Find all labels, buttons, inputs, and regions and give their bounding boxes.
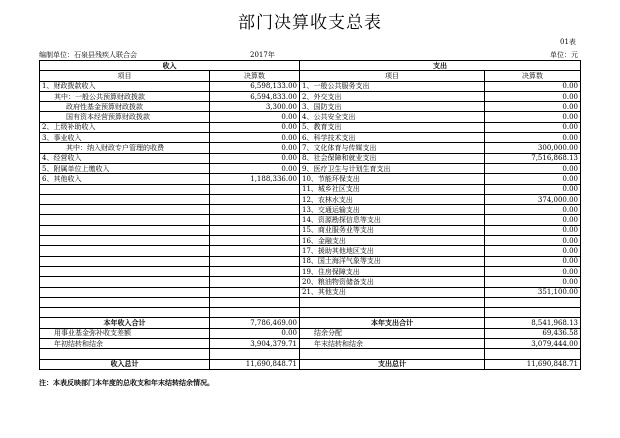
expense-item-value: 0.00 xyxy=(485,133,581,143)
table-row xyxy=(40,163,581,173)
expense-item-value: 0.00 xyxy=(485,256,581,266)
expense-item-label: 9、医疗卫生与计划生育支出 xyxy=(300,163,485,173)
expense-item-label: 6、科学技术支出 xyxy=(300,133,485,143)
expense-item-label: 13、交通运输支出 xyxy=(300,205,485,215)
table-row xyxy=(40,112,581,122)
income-item-label: 其中：一般公共预算财政拨款 xyxy=(40,91,210,101)
report-year: 2017年 xyxy=(250,51,275,59)
expense-item-label: 21、其他支出 xyxy=(300,287,485,297)
beginning-balance-value: 3,904,379.71 xyxy=(210,339,300,349)
table-row xyxy=(40,308,581,318)
table-row xyxy=(40,318,581,328)
table-row xyxy=(40,174,581,184)
expense-item-value: 0.00 xyxy=(485,112,581,122)
expense-item-label: 10、节能环保支出 xyxy=(300,174,485,184)
income-expense-table xyxy=(39,60,581,370)
expense-item-value: 0.00 xyxy=(485,174,581,184)
table-row xyxy=(40,236,581,246)
expense-item-label: 11、城乡社区支出 xyxy=(300,184,485,194)
expense-item-label: 3、国防支出 xyxy=(300,102,485,112)
table-row xyxy=(40,256,581,266)
expense-item-value: 0.00 xyxy=(485,236,581,246)
income-amount-header: 决算数 xyxy=(210,71,300,81)
income-item-value: 0.00 xyxy=(210,163,300,173)
expense-item-label: 5、教育支出 xyxy=(300,122,485,132)
expense-item-label: 16、金融支出 xyxy=(300,236,485,246)
income-item-header: 项目 xyxy=(40,71,210,81)
expense-item-value: 0.00 xyxy=(485,225,581,235)
surplus-allocation-label: 结余分配 xyxy=(300,328,485,338)
expense-item-value: 300,000.00 xyxy=(485,143,581,153)
income-item-label: 2、上级补助收入 xyxy=(40,122,210,132)
expense-item-label: 17、援助其他地区支出 xyxy=(300,246,485,256)
expense-item-value: 374,000.00 xyxy=(485,194,581,204)
table-row xyxy=(40,102,581,112)
income-item-label: 1、财政拨款收入 xyxy=(40,81,210,91)
income-item-value: 6,598,133.00 xyxy=(210,81,300,91)
expense-total-label: 本年支出合计 xyxy=(300,318,485,328)
beginning-balance-label: 年初结转和结余 xyxy=(40,339,210,349)
income-item-label: 国有资本经营预算财政拨款 xyxy=(40,112,210,122)
income-item-value: 0.00 xyxy=(210,153,300,163)
expense-item-value: 0.00 xyxy=(485,81,581,91)
expense-item-label: 7、文化体育与传媒支出 xyxy=(300,143,485,153)
income-section-header: 收入 xyxy=(40,61,300,71)
table-row xyxy=(40,194,581,204)
income-item-label: 3、事业收入 xyxy=(40,133,210,143)
grand-income-label: 收入总计 xyxy=(40,359,210,369)
expense-item-label: 18、国土海洋气象等支出 xyxy=(300,256,485,266)
surplus-allocation-value: 69,436.58 xyxy=(485,328,581,338)
income-item-label: 4、经营收入 xyxy=(40,153,210,163)
grand-expense-value: 11,690,848.71 xyxy=(485,359,581,369)
table-row xyxy=(40,277,581,287)
table-row xyxy=(40,328,581,338)
table-row xyxy=(40,133,581,143)
expense-item-value: 0.00 xyxy=(485,122,581,132)
expense-item-label: 2、外交支出 xyxy=(300,91,485,101)
table-row xyxy=(40,287,581,297)
column-header-row xyxy=(40,71,581,81)
currency-unit: 单位：元 xyxy=(550,51,578,59)
expense-item-header: 项目 xyxy=(300,71,485,81)
income-total-value: 7,786,469.00 xyxy=(210,318,300,328)
table-row xyxy=(40,143,581,153)
grand-expense-label: 支出总计 xyxy=(300,359,485,369)
expense-item-label: 19、住房保障支出 xyxy=(300,266,485,276)
expense-item-value: 351,100.00 xyxy=(485,287,581,297)
expense-total-value: 8,541,968.13 xyxy=(485,318,581,328)
table-row xyxy=(40,215,581,225)
income-item-value: 0.00 xyxy=(210,112,300,122)
table-note: 注：本表反映部门本年度的总收支和年末结转结余情况。 xyxy=(39,378,214,387)
ending-balance-label: 年末结转和结余 xyxy=(300,339,485,349)
table-row xyxy=(40,266,581,276)
table-row xyxy=(40,122,581,132)
table-row xyxy=(40,297,581,307)
fund-gap-label: 用事业基金弥补收支差额 xyxy=(40,328,210,338)
table-row xyxy=(40,225,581,235)
income-item-value: 0.00 xyxy=(210,133,300,143)
expense-section-header: 支出 xyxy=(300,61,581,71)
expense-item-label: 1、一般公共服务支出 xyxy=(300,81,485,91)
income-item-label: 政府性基金预算财政拨款 xyxy=(40,102,210,112)
income-item-value: 0.00 xyxy=(210,122,300,132)
expense-item-value: 7,516,868.13 xyxy=(485,153,581,163)
table-row xyxy=(40,359,581,369)
expense-item-value: 0.00 xyxy=(485,246,581,256)
table-row xyxy=(40,339,581,349)
fund-gap-value: 0.00 xyxy=(210,328,300,338)
income-item-value: 3,300.00 xyxy=(210,102,300,112)
section-header-row xyxy=(40,61,581,71)
expense-item-label: 14、资源勘探信息等支出 xyxy=(300,215,485,225)
table-row xyxy=(40,246,581,256)
expense-item-label: 12、农林水支出 xyxy=(300,194,485,204)
table-row xyxy=(40,205,581,215)
income-total-label: 本年收入合计 xyxy=(40,318,210,328)
reporting-unit: 编制单位：石泉县残疾人联合会 xyxy=(39,51,137,59)
expense-item-value: 0.00 xyxy=(485,102,581,112)
table-number: 01表 xyxy=(560,38,576,46)
income-item-value: 6,594,833.00 xyxy=(210,91,300,101)
expense-item-label: 15、商业服务业等支出 xyxy=(300,225,485,235)
table-row xyxy=(40,81,581,91)
income-item-label: 5、附属单位上缴收入 xyxy=(40,163,210,173)
table-row xyxy=(40,153,581,163)
income-item-label: 6、其他收入 xyxy=(40,174,210,184)
expense-item-label: 8、社会保障和就业支出 xyxy=(300,153,485,163)
income-item-label: 其中：纳入财政专户管理的收费 xyxy=(40,143,210,153)
expense-item-value: 0.00 xyxy=(485,266,581,276)
expense-item-value: 0.00 xyxy=(485,277,581,287)
table-row xyxy=(40,184,581,194)
expense-item-value: 0.00 xyxy=(485,205,581,215)
expense-item-value: 0.00 xyxy=(485,163,581,173)
expense-item-label: 20、粮油物资储备支出 xyxy=(300,277,485,287)
income-item-value: 0.00 xyxy=(210,143,300,153)
table-row xyxy=(40,349,581,359)
grand-income-value: 11,690,848.71 xyxy=(210,359,300,369)
expense-item-value: 0.00 xyxy=(485,184,581,194)
expense-amount-header: 决算数 xyxy=(485,71,581,81)
expense-item-value: 0.00 xyxy=(485,91,581,101)
ending-balance-value: 3,079,444.00 xyxy=(485,339,581,349)
expense-item-value: 0.00 xyxy=(485,215,581,225)
expense-item-label: 4、公共安全支出 xyxy=(300,112,485,122)
income-item-value: 1,188,336.00 xyxy=(210,174,300,184)
table-row xyxy=(40,91,581,101)
report-title: 部门决算收支总表 xyxy=(238,13,382,33)
